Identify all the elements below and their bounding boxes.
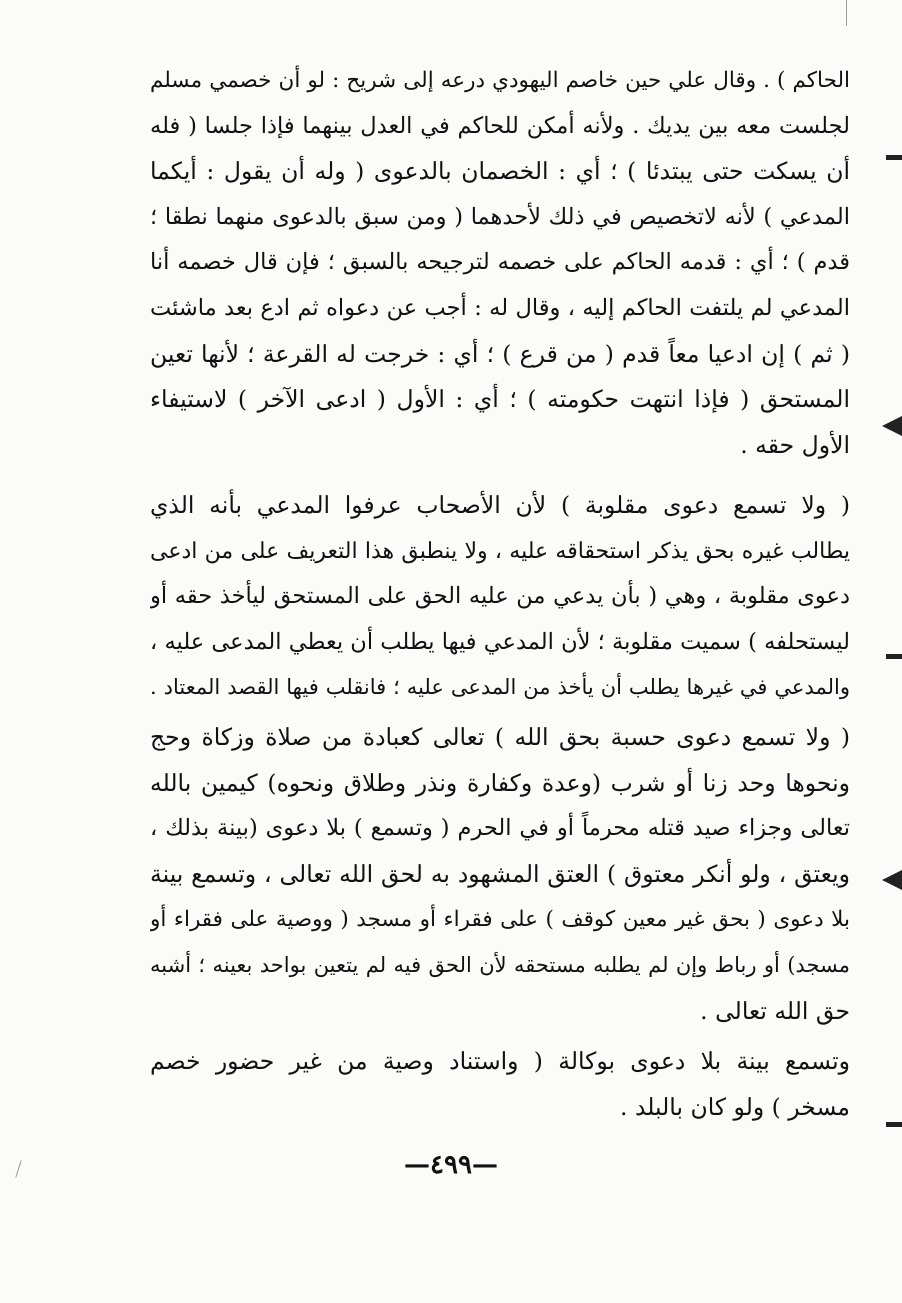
text-line: ويعتق ، ولو أنكر معتوق ) العتق المشهود به لحق الله تعالى ، وتسمع بينة [150, 859, 850, 888]
text-line: ( ثم ) إن ادعيا معاً قدم ( من قرع ) ؛ أي : خرجت له القرعة ؛ لأنها تعين [150, 339, 850, 368]
text-line: لجلست معه بين يديك . ولأنه أمكن للحاكم في العدل بينهما فإذا جلسا ( فله [150, 112, 850, 139]
paragraph-3 [150, 715, 850, 1034]
text-line: أن يسكت حتى يبتدئا ) ؛ أي : الخصمان بالدعوى ( وله أن يقول : أيكما [150, 157, 850, 186]
text-line: بلا دعوى ( بحق غير معين كوقف ) على فقراء أو مسجد ( ووصية على فقراء أو [150, 907, 850, 933]
text-line: الأول حقه . [740, 430, 850, 459]
text-line: دعوى مقلوبة ، وهي ( بأن يدعي من عليه الحق على المستحق ليأخذ حقه أو [150, 583, 850, 610]
paragraph-2 [150, 483, 850, 711]
edge-triangle-mark [882, 870, 902, 890]
text-line: ليستحلفه ) سميت مقلوبة ؛ لأن المدعي فيها يطلب أن يعطي المدعى عليه ، [150, 628, 850, 655]
text-line: يطالب غيره بحق يذكر استحقاقه عليه ، ولا ينطبق هذا التعريف على من ادعى [150, 538, 850, 564]
edge-tick-mark [886, 1122, 902, 1127]
edge-tick-mark [886, 155, 902, 160]
paragraph-4 [150, 1039, 850, 1130]
text-line: تعالى وجزاء صيد قتله محرماً أو في الحرم ( وتسمع ) بلا دعوى (بينة بذلك ، [150, 815, 850, 842]
edge-tick-mark [886, 654, 902, 659]
text-line: ( ولا تسمع دعوى حسبة بحق الله ) تعالى كعبادة من صلاة وزكاة وحج [150, 723, 850, 751]
text-line: حق الله تعالى . [700, 996, 850, 1025]
page-number: —٤٩٩— [404, 1150, 498, 1180]
text-line: المستحق ( فإذا انتهت حكومته ) ؛ أي : الأول ( ادعى الآخر ) لاستيفاء [150, 385, 850, 414]
text-line: مسجد) أو رباط وإن لم يطلبه مستحقه لأن الحق فيه لم يتعين بواحد بعينه ؛ أشبه [150, 952, 850, 977]
text-line: والمدعي في غيرها يطلب أن يأخذ من المدعى عليه ؛ فانقلب فيها القصد المعتاد . [150, 675, 850, 700]
text-line: قدم ) ؛ أي : قدمه الحاكم على خصمه لترجيحه بالسبق ؛ فإن قال خصمه أنا [150, 249, 850, 276]
text-line: ( ولا تسمع دعوى مقلوبة ) لأن الأصحاب عرفوا المدعي بأنه الذي [150, 491, 850, 519]
text-line: المدعي لم يلتفت الحاكم إليه ، وقال له : أجب عن دعواه ثم ادع بعد ماشئت [150, 294, 850, 321]
edge-triangle-mark [882, 416, 902, 436]
paragraph-1 [150, 58, 850, 468]
text-line: الحاكم ) . وقال علي حين خاصم اليهودي درعه إلى شريح : لو أن خصمي مسلم [150, 68, 850, 93]
scan-speck [846, 0, 847, 26]
text-line: مسخر ) ولو كان بالبلد . [620, 1092, 850, 1121]
text-line: ونحوها وحد زنا أو شرب (وعدة وكفارة ونذر وطلاق ونحوه) كيمين بالله [150, 768, 850, 797]
text-line: وتسمع بينة بلا دعوى بوكالة ( واستناد وصية من غير حضور خصم [150, 1047, 850, 1075]
text-line: المدعي ) لأنه لاتخصيص في ذلك لأحدهما ( ومن سبق بالدعوى منهما نطقا ؛ [150, 203, 850, 230]
